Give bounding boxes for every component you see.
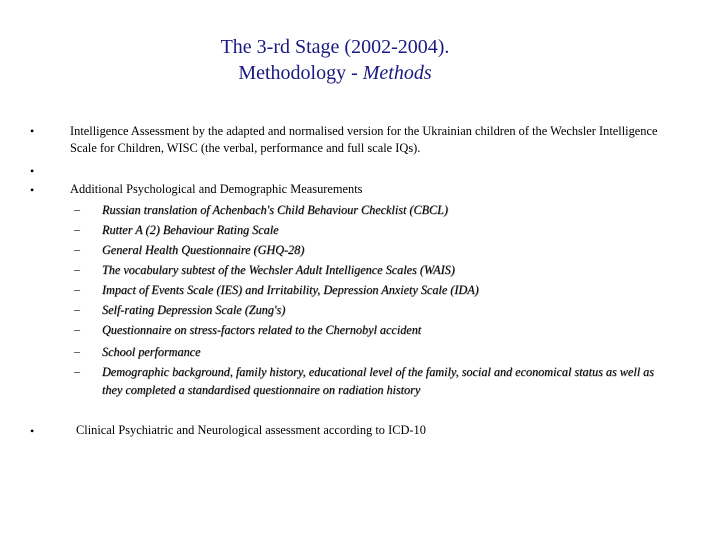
- bullet-marker: •: [30, 424, 35, 438]
- sub-item-dash: –: [74, 344, 80, 358]
- sub-item-zung: Self-rating Depression Scale (Zung's): [102, 303, 286, 317]
- title-line-2-italic: Methods: [362, 62, 432, 84]
- sub-item-dash: –: [74, 364, 80, 378]
- sub-item-dash: –: [74, 302, 80, 316]
- sub-item-dash: –: [74, 322, 80, 336]
- sub-item-cbcl: Russian translation of Achenbach's Child Behaviour Checklist (CBCL): [102, 203, 448, 217]
- sub-item-dash: –: [74, 282, 80, 296]
- sub-item-dash: –: [74, 262, 80, 276]
- sub-item-dash: –: [74, 242, 80, 256]
- bullet-marker: •: [30, 124, 35, 138]
- sub-item-dash: –: [74, 222, 80, 236]
- bullet-marker: •: [30, 183, 35, 197]
- bullet-text-clinical-assessment: Clinical Psychiatric and Neurological assessment according to ICD-10: [76, 423, 426, 437]
- title-line-2: [0, 60, 670, 86]
- title-line-2-plain: Methodology -: [238, 62, 363, 84]
- sub-item-wais: The vocabulary subtest of the Wechsler Adult Intelligence Scales (WAIS): [102, 263, 455, 277]
- title-line-1: The 3-rd Stage (2002-2004).: [220, 36, 450, 58]
- bullet-text-intelligence-assessment: Intelligence Assessment by the adapted and normalised version for the Ukrainian children of the Wechsler Intelligence Scale for Children, WISC (the verbal, performance and full scale IQs).: [70, 124, 658, 155]
- sub-item-ghq: General Health Questionnaire (GHQ-28): [102, 243, 305, 257]
- sub-item-ies-ida: Impact of Events Scale (IES) and Irritability, Depression Anxiety Scale (IDA): [102, 283, 479, 297]
- sub-item-stress-questionnaire: Questionnaire on stress-factors related to the Chernobyl accident: [102, 323, 422, 337]
- slide-title: [0, 34, 670, 86]
- sub-item-rutter: Rutter A (2) Behaviour Rating Scale: [102, 223, 279, 237]
- bullet-text-additional-measurements: Additional Psychological and Demographic Measurements: [70, 182, 363, 196]
- sub-item-school-performance: School performance: [102, 345, 201, 359]
- sub-item-dash: –: [74, 202, 80, 216]
- sub-item-demographic-background: Demographic background, family history, educational level of the family, social and economical status as well as they completed a standardised questionnaire on radiation history: [102, 365, 654, 397]
- bullet-marker: •: [30, 164, 35, 178]
